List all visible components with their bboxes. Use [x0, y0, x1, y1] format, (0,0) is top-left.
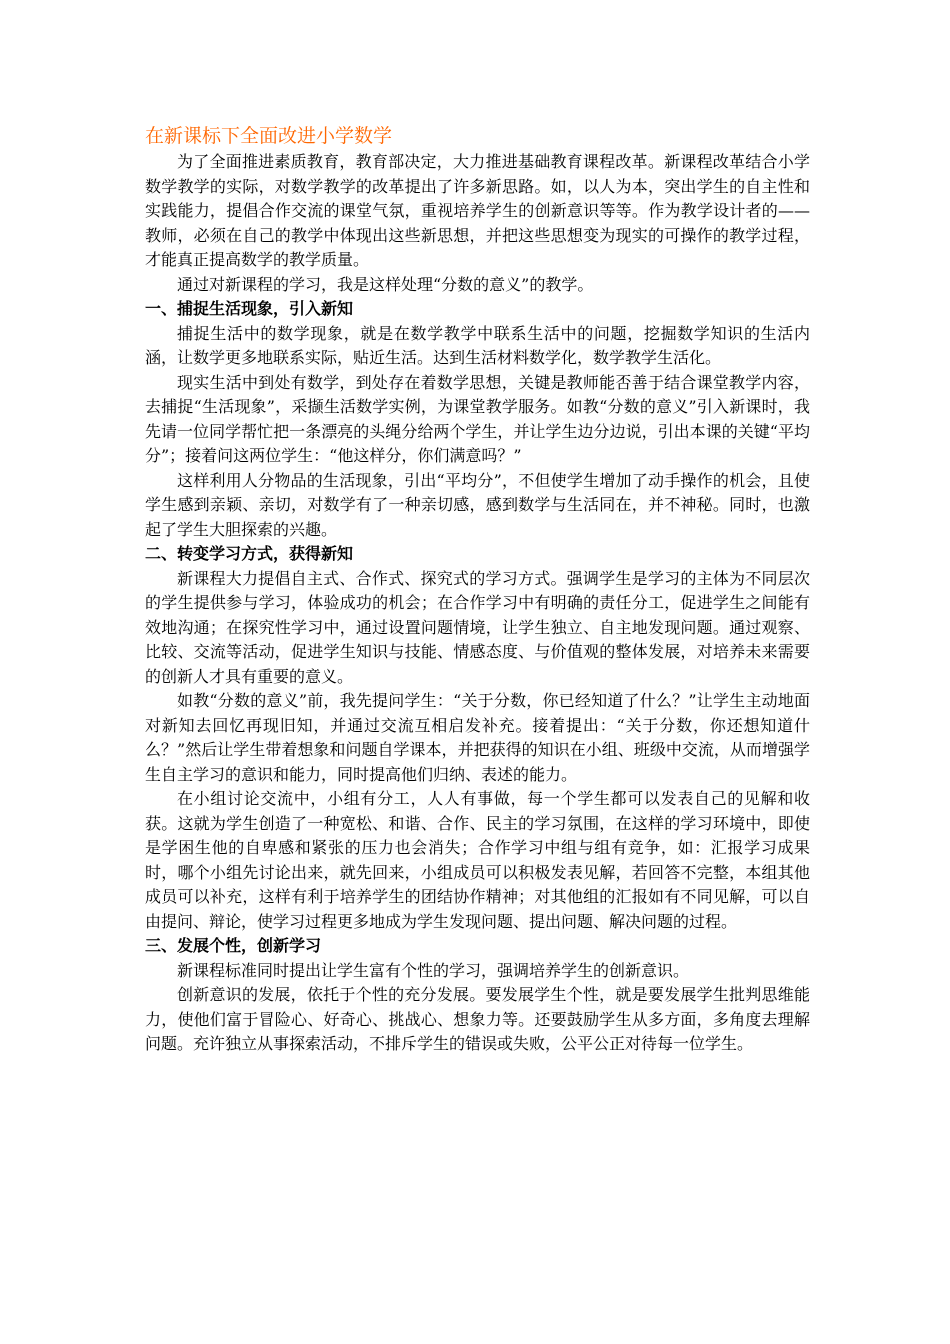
section-3: [145, 934, 810, 1057]
document-page: [145, 122, 810, 1057]
section-paragraph: 这样利用人分物品的生活现象，引出“平均分”，不但使学生增加了动手操作的机会，且使学生感到亲颖、亲切，对数学有了一种亲切感，感到数学与生活同在，并不神秘。同时，也激起了学生大胆探索的兴趣。: [145, 470, 810, 539]
section-2: [145, 542, 810, 934]
section-paragraph: 新课程大力提倡自主式、合作式、探究式的学习方式。强调学生是学习的主体为不同层次的学生提供参与学习，体验成功的机会；在合作学习中有明确的责任分工，促进学生之间能有效地沟通；在探究性学习中，通过设置问题情境，让学生独立、自主地发现问题。通过观察、比较、交流等活动，促进学生知识与技能、情感态度、与价值观的整体发展，对培养未来需要的创新人才具有重要的意义。: [145, 568, 810, 686]
intro-paragraph-2: 通过对新课程的学习，我是这样处理“分数的意义”的教学。: [177, 274, 594, 294]
section-paragraph: 捕捉生活中的数学现象，就是在数学教学中联系生活中的问题，挖掘数学知识的生活内涵，让数学更多地联系实际，贴近生活。达到生活材料数学化，数学教学生活化。: [145, 323, 810, 367]
section-heading: 一、捕捉生活现象，引入新知: [145, 299, 354, 318]
section-paragraph: 创新意识的发展，依托于个性的充分发展。要发展学生个性，就是要发展学生批判思维能力，使他们富于冒险心、好奇心、挑战心、想象力等。还要鼓励学生从多方面，多角度去理解问题。充许独立从事探索活动，不排斥学生的错误或失败，公平公正对待每一位学生。: [145, 985, 810, 1053]
section-paragraph: 在小组讨论交流中，小组有分工，人人有事做，每一个学生都可以发表自己的见解和收获。这就为学生创造了一种宽松、和谐、合作、民主的学习氛围，在这样的学习环境中，即使是学困生他的自卑感和紧张的压力也会消失；合作学习中组与组有竞争，如：汇报学习成果时，哪个小组先讨论出来，就先回来，小组成员可以积极发表见解，若回答不完整，本组其他成员可以补充，这样有利于培养学生的团结协作精神；对其他组的汇报如有不同见解，可以自由提问、辩论，使学习过程更多地成为学生发现问题、提出问题、解决问题的过程。: [145, 789, 810, 931]
document-title: 在新课标下全面改进小学数学: [145, 125, 393, 147]
intro-paragraph-1: 为了全面推进素质教育，教育部决定，大力推进基础教育课程改革。新课程改革结合小学数学教学的实际，对数学教学的改革提出了许多新思路。如，以人为本，突出学生的自主性和实践能力，提倡合作交流的课堂气氛，重视培养学生的创新意识等等。作为教学设计者的——教师，必须在自己的教学中体现出这些新思想，并把这些思想变为现实的可操作的教学过程，才能真正提高数学的教学质量。: [145, 152, 810, 269]
section-heading: 三、发展个性，创新学习: [145, 936, 322, 955]
section-paragraph: 新课程标准同时提出让学生富有个性的学习，强调培养学生的创新意识。: [177, 960, 690, 980]
section-heading: 二、转变学习方式，获得新知: [145, 544, 354, 563]
section-paragraph: 如教“分数的意义”前，我先提问学生：“关于分数，你已经知道了什么？”让学生主动地面对新知去回忆再现旧知，并通过交流互相启发补充。接着提出：“关于分数，你还想知道什么？”然后让学生带着想象和问题自学课本，并把获得的知识在小组、班级中交流，从而增强学生自主学习的意识和能力，同时提高他们归纳、表述的能力。: [145, 691, 810, 784]
section-1: [145, 297, 810, 542]
section-paragraph: 现实生活中到处有数学，到处存在着数学思想，关键是教师能否善于结合课堂教学内容，去捕捉“生活现象”，采撷生活数学实例，为课堂教学服务。如教“分数的意义”引入新课时，我先请一位同学帮忙把一条漂亮的头绳分给两个学生，并让学生边分边说，引出本课的关键“平均分”；接着问这两位学生：“他这样分，你们满意吗？”: [145, 372, 810, 465]
